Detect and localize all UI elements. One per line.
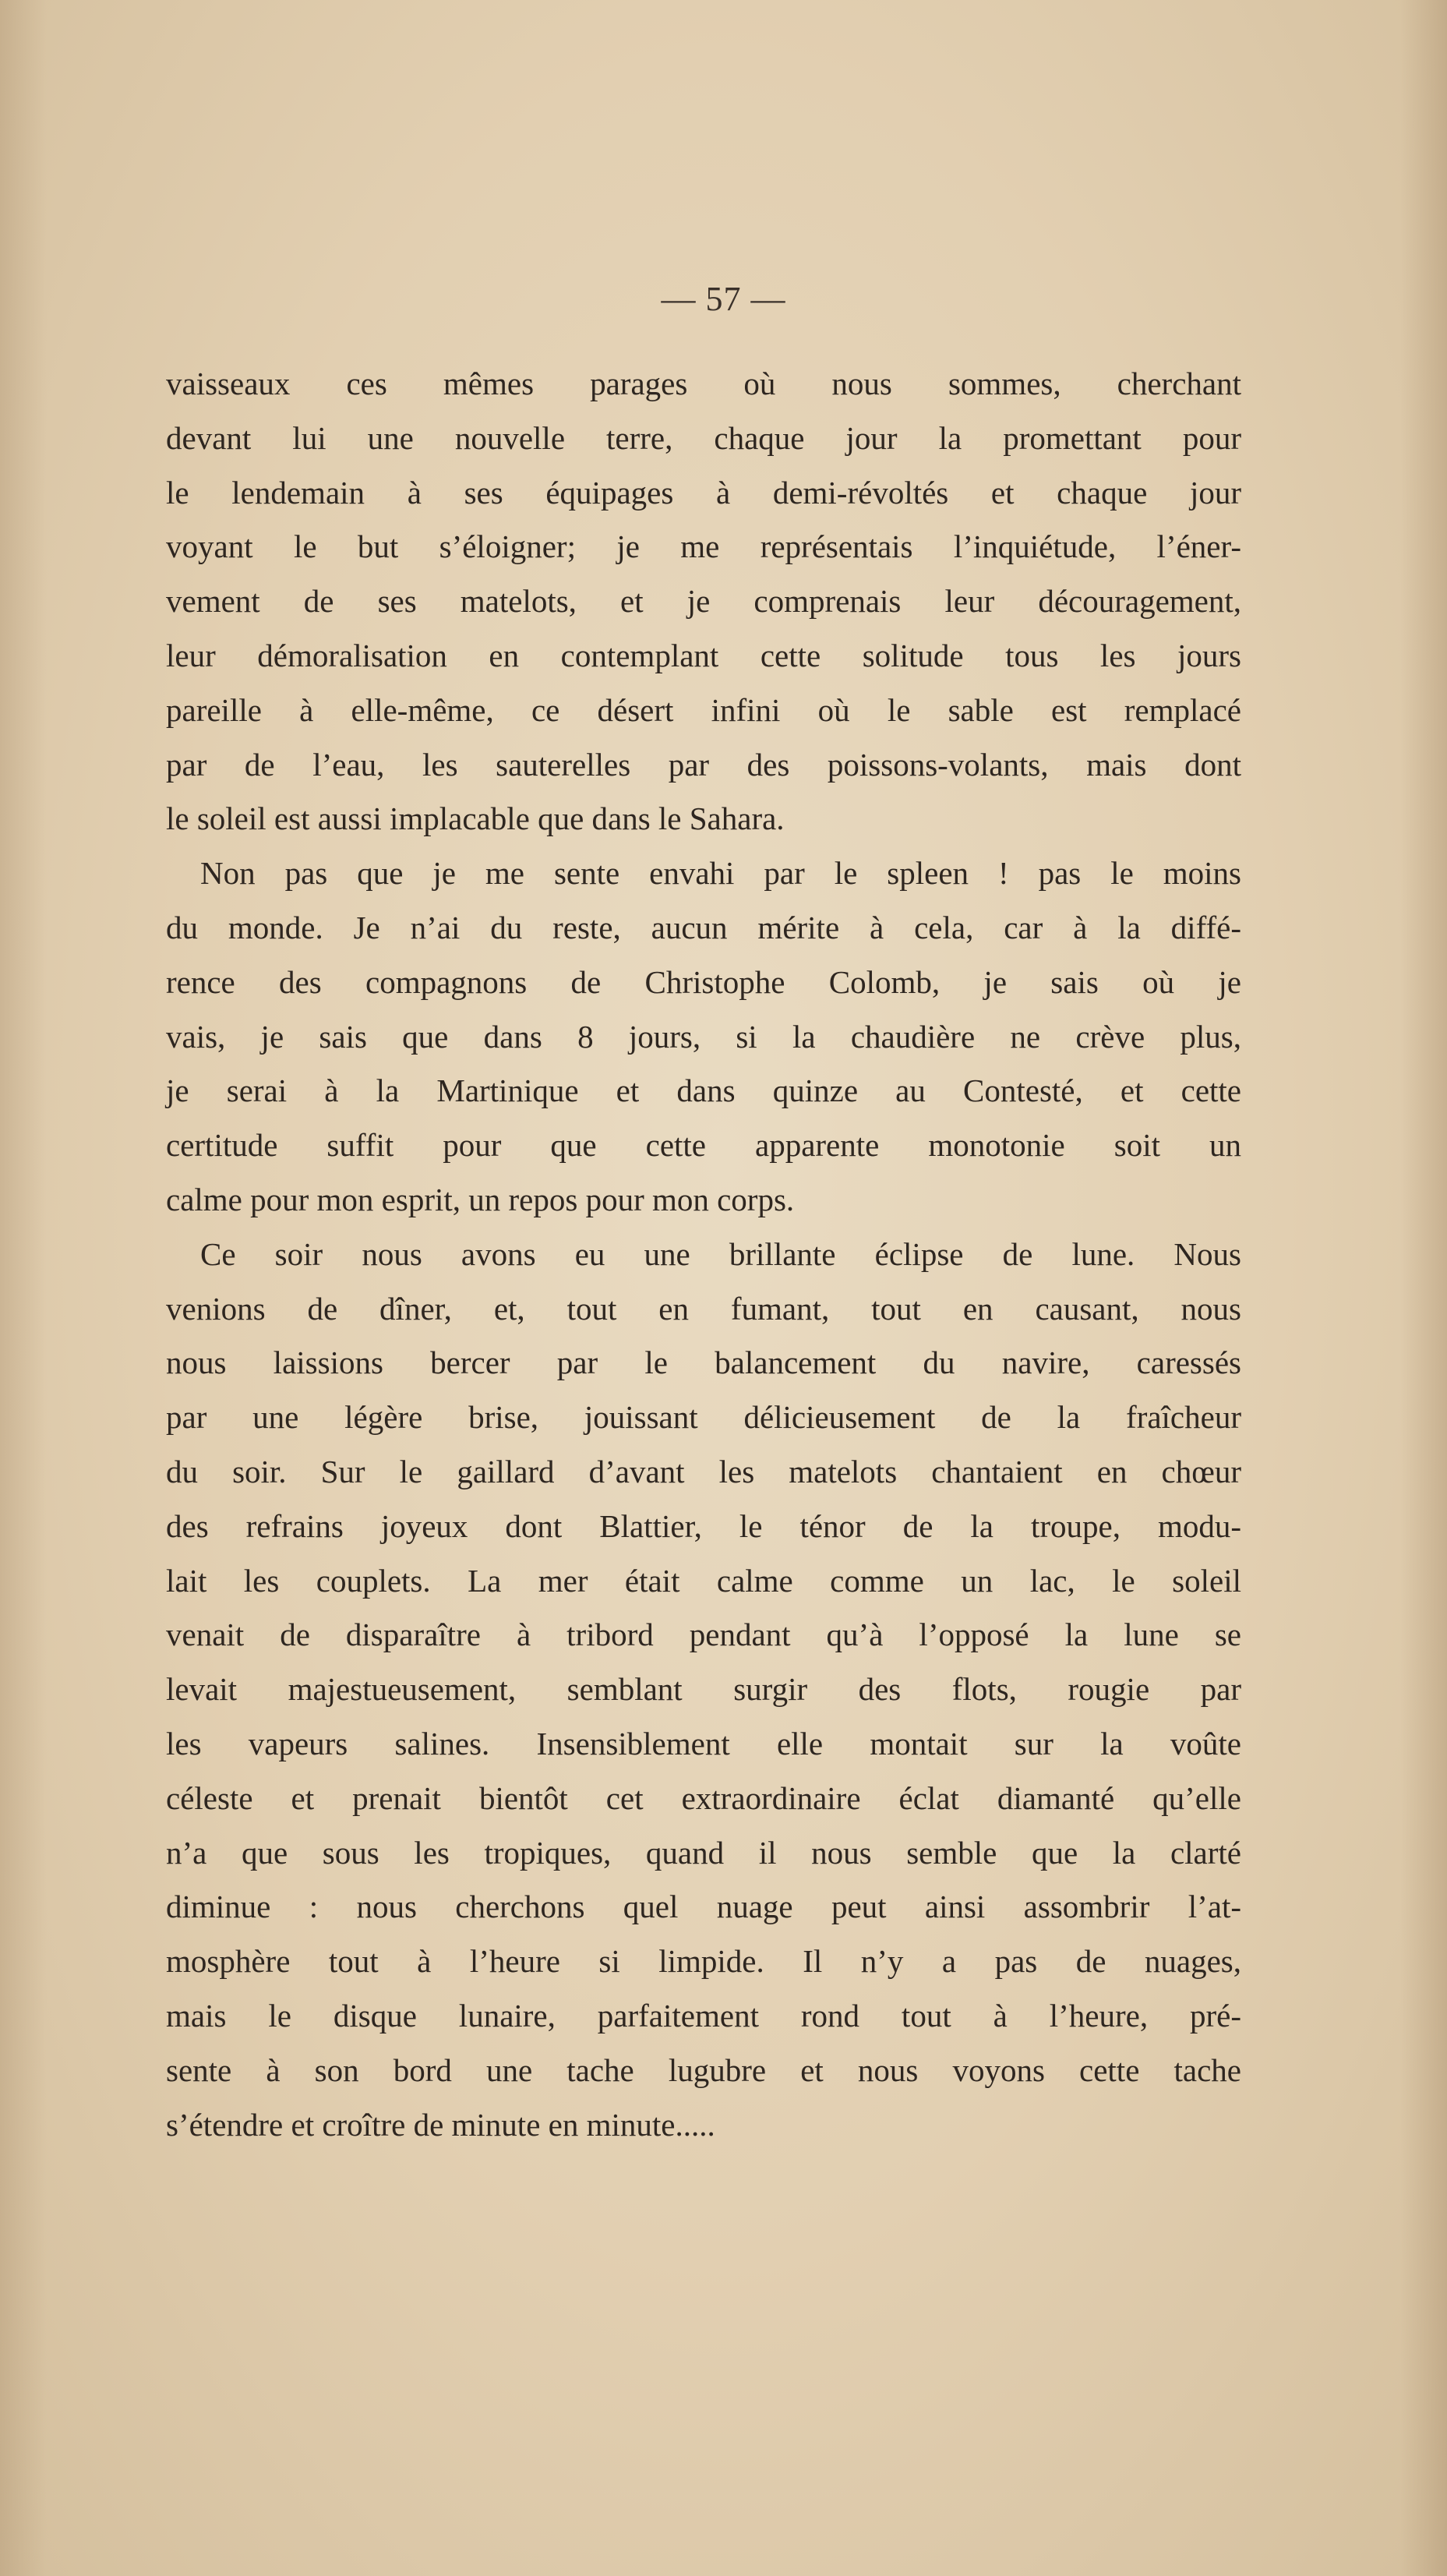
page-shadow-left	[0, 0, 47, 2576]
text-line: sente à son bord une tache lugubre et nous voyons cette tache	[166, 2051, 1241, 2088]
text-line: vaisseaux ces mêmes parages où nous sommes, cherchant	[166, 366, 1241, 401]
text-line: diminue : nous cherchons quel nuage peut ainsi assombrir l’at-	[166, 1889, 1241, 1925]
text-line: vais, je sais que dans 8 jours, si la chaudière ne crève plus,	[166, 1018, 1241, 1055]
text-line: voyant le but s’éloigner; je me représentais l’inquiétude, l’éner-	[166, 528, 1241, 565]
text-line: n’a que sous les tropiques, quand il nous semble que la clarté	[166, 1834, 1241, 1871]
text-line: du soir. Sur le gaillard d’avant les matelots chantaient en chœur	[166, 1453, 1241, 1489]
text-line: par de l’eau, les sauterelles par des poissons-volants, mais dont	[166, 746, 1241, 783]
text-line: nous laissions bercer par le balancement du navire, caressés	[166, 1345, 1241, 1381]
text-line: du monde. Je n’ai du reste, aucun mérite à cela, car à la diffé-	[166, 909, 1241, 945]
text-line: Ce soir nous avons eu une brillante éclipse de lune. Nous	[200, 1235, 1241, 1272]
text-line: les vapeurs salines. Insensiblement elle montait sur la voûte	[166, 1725, 1241, 1762]
text-line: par une légère brise, jouissant délicieusement de la fraîcheur	[166, 1399, 1241, 1436]
text-line: mosphère tout à l’heure si limpide. Il n’y a pas de nuages,	[166, 1943, 1241, 1980]
text-line: céleste et prenait bientôt cet extraordinaire éclat diamanté qu’elle	[166, 1779, 1241, 1816]
text-line: vement de ses matelots, et je comprenais leur découragement,	[166, 583, 1241, 620]
text-line: Non pas que je me sente envahi par le spleen ! pas le moins	[200, 855, 1241, 892]
page-number: — 57 —	[661, 280, 786, 318]
text-line: je serai à la Martinique et dans quinze au Contesté, et cette	[166, 1072, 1241, 1109]
body-text	[166, 357, 1241, 2152]
text-line: devant lui une nouvelle terre, chaque jour la promettant pour	[166, 419, 1241, 456]
text-line: venions de dîner, et, tout en fumant, tout en causant, nous	[166, 1290, 1241, 1327]
text-line: levait majestueusement, semblant surgir des flots, rougie par	[166, 1671, 1241, 1708]
text-line: lait les couplets. La mer était calme comme un lac, le soleil	[166, 1562, 1241, 1599]
text-line: certitude suffit pour que cette apparente monotonie soit un	[166, 1127, 1241, 1164]
text-line: s’étendre et croître de minute en minute.....	[166, 2106, 715, 2143]
text-line: des refrains joyeux dont Blattier, le ténor de la troupe, modu-	[166, 1507, 1241, 1544]
text-line: venait de disparaître à tribord pendant qu’à l’opposé la lune se	[166, 1617, 1241, 1653]
page-shadow-right	[1400, 0, 1447, 2576]
text-line: leur démoralisation en contemplant cette solitude tous les jours	[166, 637, 1241, 673]
text-line: rence des compagnons de Christophe Colomb, je sais où je	[166, 963, 1241, 1000]
text-line: pareille à elle-même, ce désert infini où le sable est remplacé	[166, 691, 1241, 728]
text-line: mais le disque lunaire, parfaitement rond tout à l’heure, pré-	[166, 1997, 1241, 2034]
text-line: calme pour mon esprit, un repos pour mon corps.	[166, 1181, 795, 1217]
text-line: le lendemain à ses équipages à demi-révoltés et chaque jour	[166, 474, 1241, 511]
text-line: le soleil est aussi implacable que dans le Sahara.	[166, 800, 785, 837]
